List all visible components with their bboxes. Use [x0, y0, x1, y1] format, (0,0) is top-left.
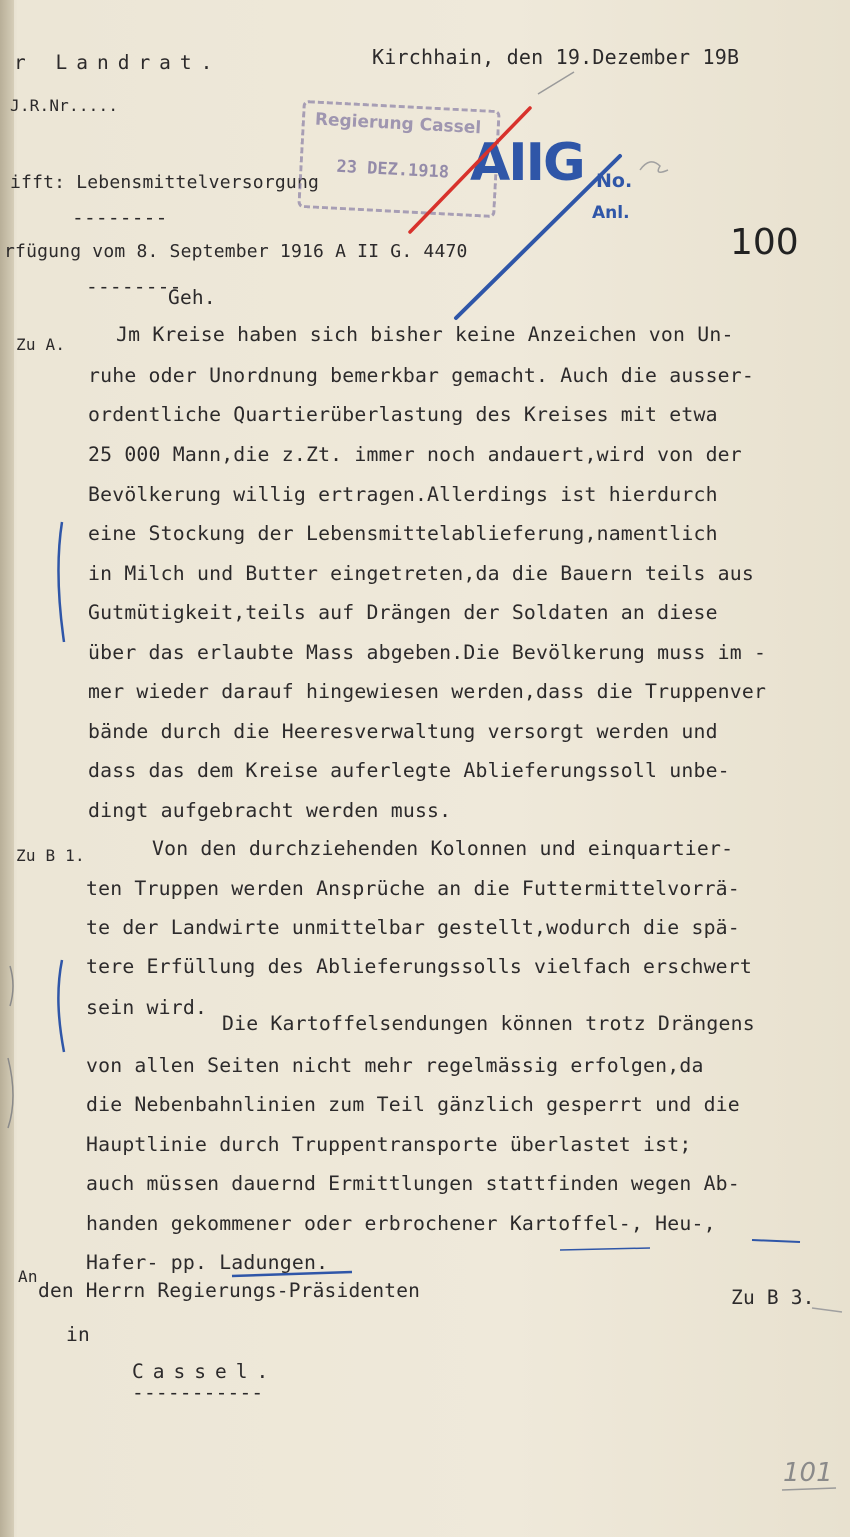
subject-line: ifft: Lebensmittelversorgung [10, 172, 320, 193]
blue-margin-bracket-a [58, 522, 64, 642]
address-in: in [66, 1323, 90, 1346]
reference-rule: -------- [86, 275, 182, 298]
text-line: ruhe oder Unordnung bemerkbar gemacht. Auch die ausser- [88, 364, 755, 387]
section-label-a: Zu A. [16, 335, 66, 354]
blue-underline-mid [560, 1248, 650, 1250]
text-line: sein wird. [86, 996, 208, 1019]
section-label-b1: Zu B 1. [16, 846, 85, 865]
red-pencil-slash [410, 108, 530, 232]
text-line: Hauptlinie durch Truppentransporte überlastet ist; [86, 1133, 692, 1156]
text-line: von allen Seiten nicht mehr regelmässig erfolgen,da [86, 1054, 704, 1077]
pencil-underline-zu-b3 [812, 1308, 842, 1312]
address-recipient: den Herrn Regierungs-Präsidenten [38, 1279, 421, 1302]
text-line: in Milch und Butter eingetreten,da die Bauern teils aus [88, 562, 755, 585]
pencil-folio-number: 101 [783, 1458, 833, 1488]
text-line: te der Landwirte unmittelbar gestellt,wodurch die spä- [86, 916, 740, 939]
blue-department-code: AIIG [470, 133, 584, 193]
pencil-tick-mark [538, 72, 574, 94]
text-line: tere Erfüllung des Ablieferungssolls vielfach erschwert [86, 955, 753, 978]
text-line: Hafer- pp. Ladungen. [86, 1251, 329, 1274]
text-line: bände durch die Heeresverwaltung versorgt werden und [88, 720, 718, 743]
text-line: 25 000 Mann,die z.Zt. immer noch andauert,wird von der [88, 443, 742, 466]
pencil-margin-mark [10, 966, 13, 1006]
text-line: über das erlaubte Mass abgeben.Die Bevölkerung muss im - [88, 641, 767, 664]
text-line: Jm Kreise haben sich bisher keine Anzeichen von Un- [116, 323, 734, 346]
text-line: mer wieder darauf hingewiesen werden,dass die Truppenver [88, 680, 767, 703]
pencil-folio-underline [782, 1488, 836, 1490]
text-line: handen gekommener oder erbrochener Kartoffel-, Heu-, [86, 1212, 716, 1235]
sender-line: r Landrat. [14, 51, 222, 74]
blue-enclosure-label: Anl. [592, 203, 630, 223]
blue-pencil-slash [456, 156, 620, 318]
text-line: Die Kartoffelsendungen können trotz Drängens [222, 1012, 755, 1035]
text-line: Bevölkerung willig ertragen.Allerdings ist hierdurch [88, 483, 718, 506]
address-to: An [18, 1267, 38, 1286]
journal-number: J.R.Nr..... [10, 96, 119, 115]
address-city: Cassel. [132, 1360, 278, 1383]
text-line: auch müssen dauernd Ermittlungen stattfinden wegen Ab- [86, 1172, 740, 1195]
text-line: Von den durchziehenden Kolonnen und einquartier- [152, 837, 734, 860]
blue-number-label: No. [596, 170, 633, 192]
text-line: ordentliche Quartierüberlastung des Kreises mit etwa [88, 403, 718, 426]
continuation-note: Zu B 3. [731, 1286, 815, 1309]
text-line: Gutmütigkeit,teils auf Drängen der Soldaten an diese [88, 601, 718, 624]
blue-underline-ladungen [232, 1272, 352, 1276]
text-line: dass das dem Kreise auferlegte Ablieferungssoll unbe- [88, 759, 730, 782]
pencil-curl-mark [640, 162, 668, 172]
secret-mark: Geh. [168, 286, 216, 309]
text-line: ten Truppen werden Ansprüche an die Futtermittelvorrä- [86, 877, 740, 900]
folio-number: 100 [730, 222, 799, 263]
blue-underline-right [752, 1240, 800, 1242]
address-city-rule: ----------- [132, 1381, 264, 1404]
text-line: dingt aufgebracht werden muss. [88, 799, 452, 822]
stamp-authority: Regierung Cassel [314, 109, 482, 139]
reference-line: rfügung vom 8. September 1916 A II G. 4470 [4, 241, 468, 262]
blue-margin-bracket-b [58, 960, 64, 1052]
text-line: eine Stockung der Lebensmittelablieferung,namentlich [88, 522, 718, 545]
subject-rule: -------- [72, 206, 168, 229]
pencil-margin-mark [8, 1058, 13, 1128]
place-date: Kirchhain, den 19.Dezember 19B [372, 45, 740, 69]
stamp-date: 23 DEZ.1918 [335, 156, 450, 183]
text-line: die Nebenbahnlinien zum Teil gänzlich gesperrt und die [86, 1093, 740, 1116]
